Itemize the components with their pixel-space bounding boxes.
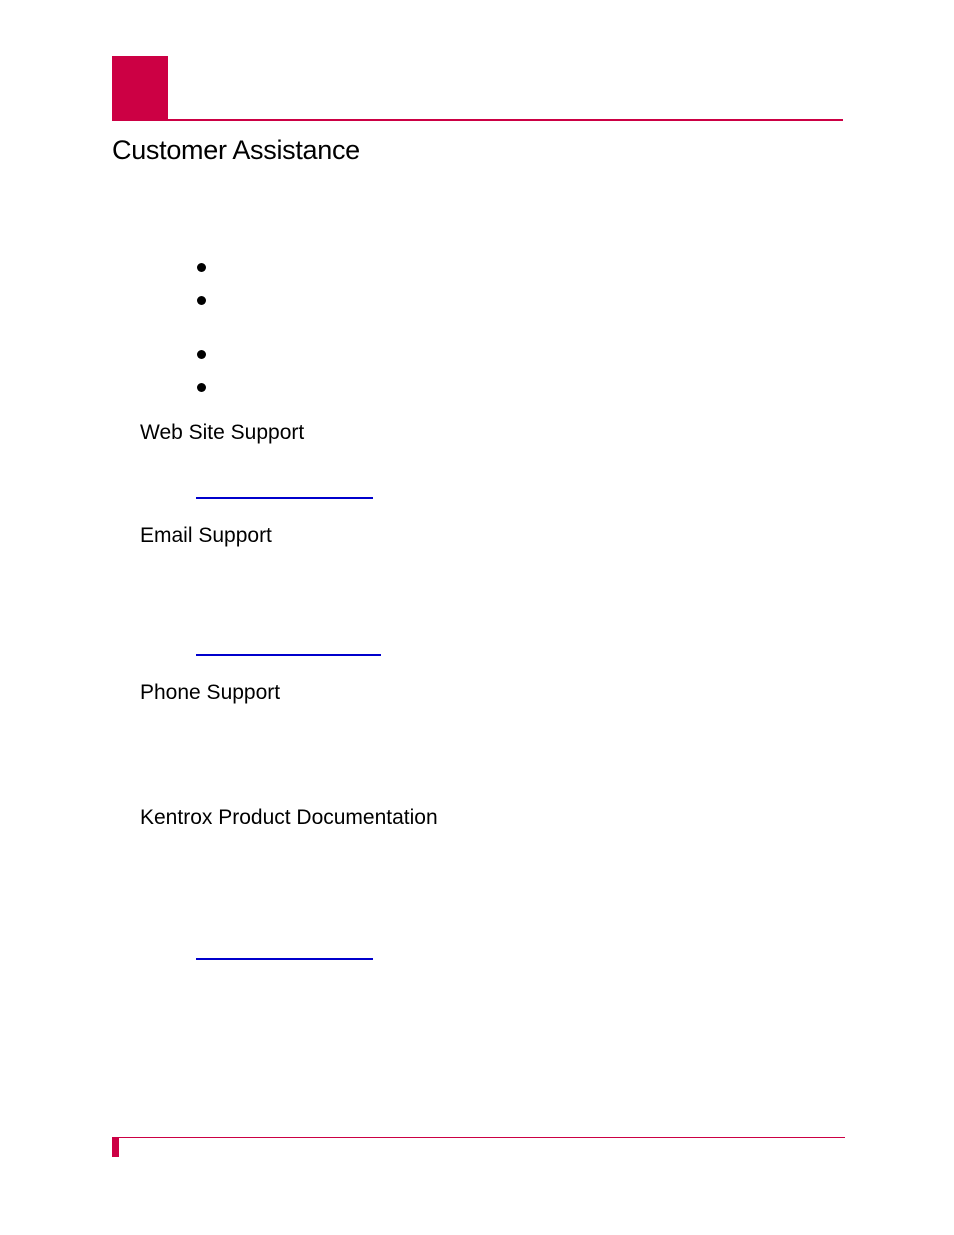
footer-rule xyxy=(112,1137,845,1138)
bullet-dot-icon xyxy=(197,350,206,359)
chapter-tab-block xyxy=(112,56,168,120)
bullet-dot-icon xyxy=(197,383,206,392)
footer-tab-marker xyxy=(112,1138,119,1157)
email-link[interactable] xyxy=(196,654,381,656)
section-heading-web-site-support: Web Site Support xyxy=(140,421,305,444)
bullet-dot-icon xyxy=(197,296,206,305)
bullet-dot-icon xyxy=(197,263,206,272)
section-heading-product-documentation: Kentrox Product Documentation xyxy=(140,806,438,829)
page-title: Customer Assistance xyxy=(112,135,360,165)
header-rule xyxy=(112,119,843,121)
documentation-link[interactable] xyxy=(196,958,373,960)
section-heading-email-support: Email Support xyxy=(140,524,272,547)
section-heading-phone-support: Phone Support xyxy=(140,681,281,704)
web-site-link[interactable] xyxy=(196,497,373,499)
